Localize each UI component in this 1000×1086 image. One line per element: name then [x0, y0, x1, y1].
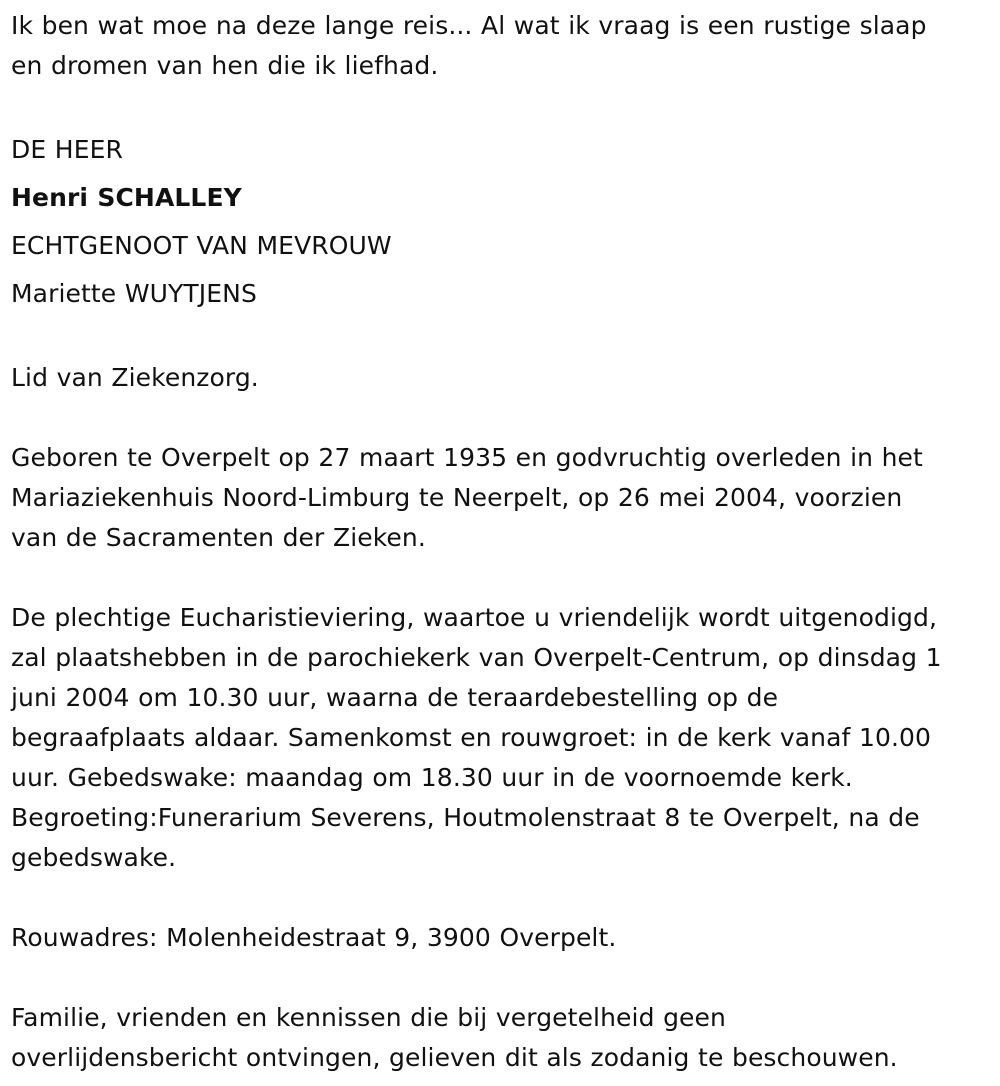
closing-line: overlijdensbericht ontvingen, gelieven dit als zodanig te beschouwen. [11, 1043, 898, 1072]
ceremony-line: Begroeting:Funerarium Severens, Houtmolenstraat 8 te Overpelt, na de [11, 803, 920, 832]
spacer [11, 318, 990, 358]
spouse-name: Mariette WUYTJENS [11, 279, 257, 308]
membership-line: Lid van Ziekenzorg. [11, 363, 259, 392]
intro-quote [11, 6, 990, 86]
address-line: Rouwadres: Molenheidestraat 9, 3900 Overpelt. [11, 923, 617, 952]
relation-label: ECHTGENOOT VAN MEVROUW [11, 231, 392, 260]
honorific-title: DE HEER [11, 135, 123, 164]
closing-paragraph [11, 998, 990, 1078]
ceremony-line: uur. Gebedswake: maandag om 18.30 uur in de voornoemde kerk. [11, 763, 853, 792]
ceremony-line: zal plaatshebben in de parochiekerk van Overpelt-Centrum, op dinsdag 1 [11, 643, 942, 672]
spacer [11, 958, 990, 998]
spacer [11, 398, 990, 438]
birth-death-line: Mariaziekenhuis Noord-Limburg te Neerpelt, op 26 mei 2004, voorzien [11, 483, 903, 512]
spacer [11, 558, 990, 598]
closing-line: Familie, vrienden en kennissen die bij vergetelheid geen [11, 1003, 726, 1032]
mourning-address [11, 918, 990, 958]
deceased-name: Henri SCHALLEY [11, 183, 242, 212]
birth-death-paragraph [11, 438, 990, 558]
spacer [11, 878, 990, 918]
membership-text [11, 358, 990, 398]
ceremony-paragraph [11, 598, 990, 878]
deceased-name-block [11, 126, 990, 318]
ceremony-line: gebedswake. [11, 843, 177, 872]
birth-death-line: van de Sacramenten der Zieken. [11, 523, 426, 552]
intro-line: Ik ben wat moe na deze lange reis... Al wat ik vraag is een rustige slaap [11, 11, 927, 40]
ceremony-line: De plechtige Eucharistieviering, waartoe u vriendelijk wordt uitgenodigd, [11, 603, 938, 632]
intro-line: en dromen van hen die ik liefhad. [11, 51, 439, 80]
birth-death-line: Geboren te Overpelt op 27 maart 1935 en godvruchtig overleden in het [11, 443, 923, 472]
spacer [11, 86, 990, 126]
ceremony-line: begraafplaats aldaar. Samenkomst en rouwgroet: in de kerk vanaf 10.00 [11, 723, 932, 752]
ceremony-line: juni 2004 om 10.30 uur, waarna de teraardebestelling op de [11, 683, 779, 712]
